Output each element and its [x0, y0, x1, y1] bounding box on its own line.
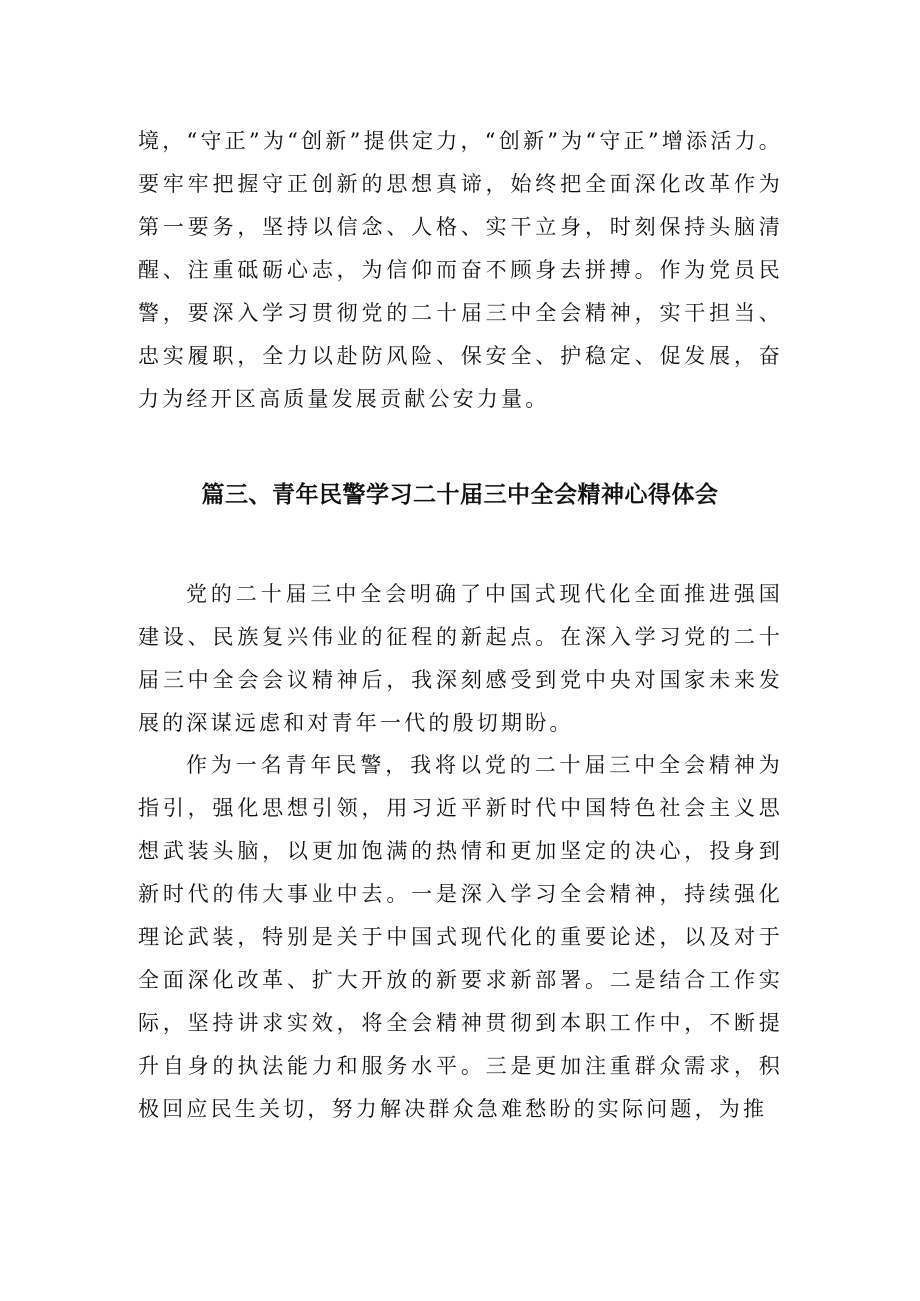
body-paragraph-continued: 境，“守正”为“创新”提供定力，“创新”为“守正”增添活力。要牢牢把握守正创新的思想真谛，始终把全面深化改革作为第一要务，坚持以信念、人格、实干立身，时刻保持头脑清醒、注重砥砺心志，为信仰而奋不顾身去拼搏。作为党员民警，要深入学习贯彻党的二十届三中全会精神，实干担当、忠实履职，全力以赴防风险、保安全、护稳定、促发展，奋力为经开区高质量发展贡献公安力量。: [138, 129, 783, 411]
section-heading: 篇三、青年民警学习二十届三中全会精神心得体会: [201, 482, 719, 508]
body-paragraph-commitment: 作为一名青年民警，我将以党的二十届三中全会精神为指引，强化思想引领，用习近平新时代中国特色社会主义思想武装头脑，以更加饱满的热情和更加坚定的决心，投身到新时代的伟大事业中去。一是深入学习全会精神，持续强化理论武装，特别是关于中国式现代化的重要论述，以及对于全面深化改革、扩大开放的新要求新部署。二是结合工作实际，坚持讲求实效，将全会精神贯彻到本职工作中，不断提升自身的执法能力和服务水平。三是更加注重群众需求，积极回应民生关切，努力解决群众急难愁盼的实际问题，为推: [138, 753, 783, 1121]
body-paragraph-intro: 党的二十届三中全会明确了中国式现代化全面推进强国建设、民族复兴伟业的征程的新起点。在深入学习党的二十届三中全会会议精神后，我深刻感受到党中央对国家未来发展的深谋远虑和对青年一代的殷切期盼。: [138, 582, 783, 735]
